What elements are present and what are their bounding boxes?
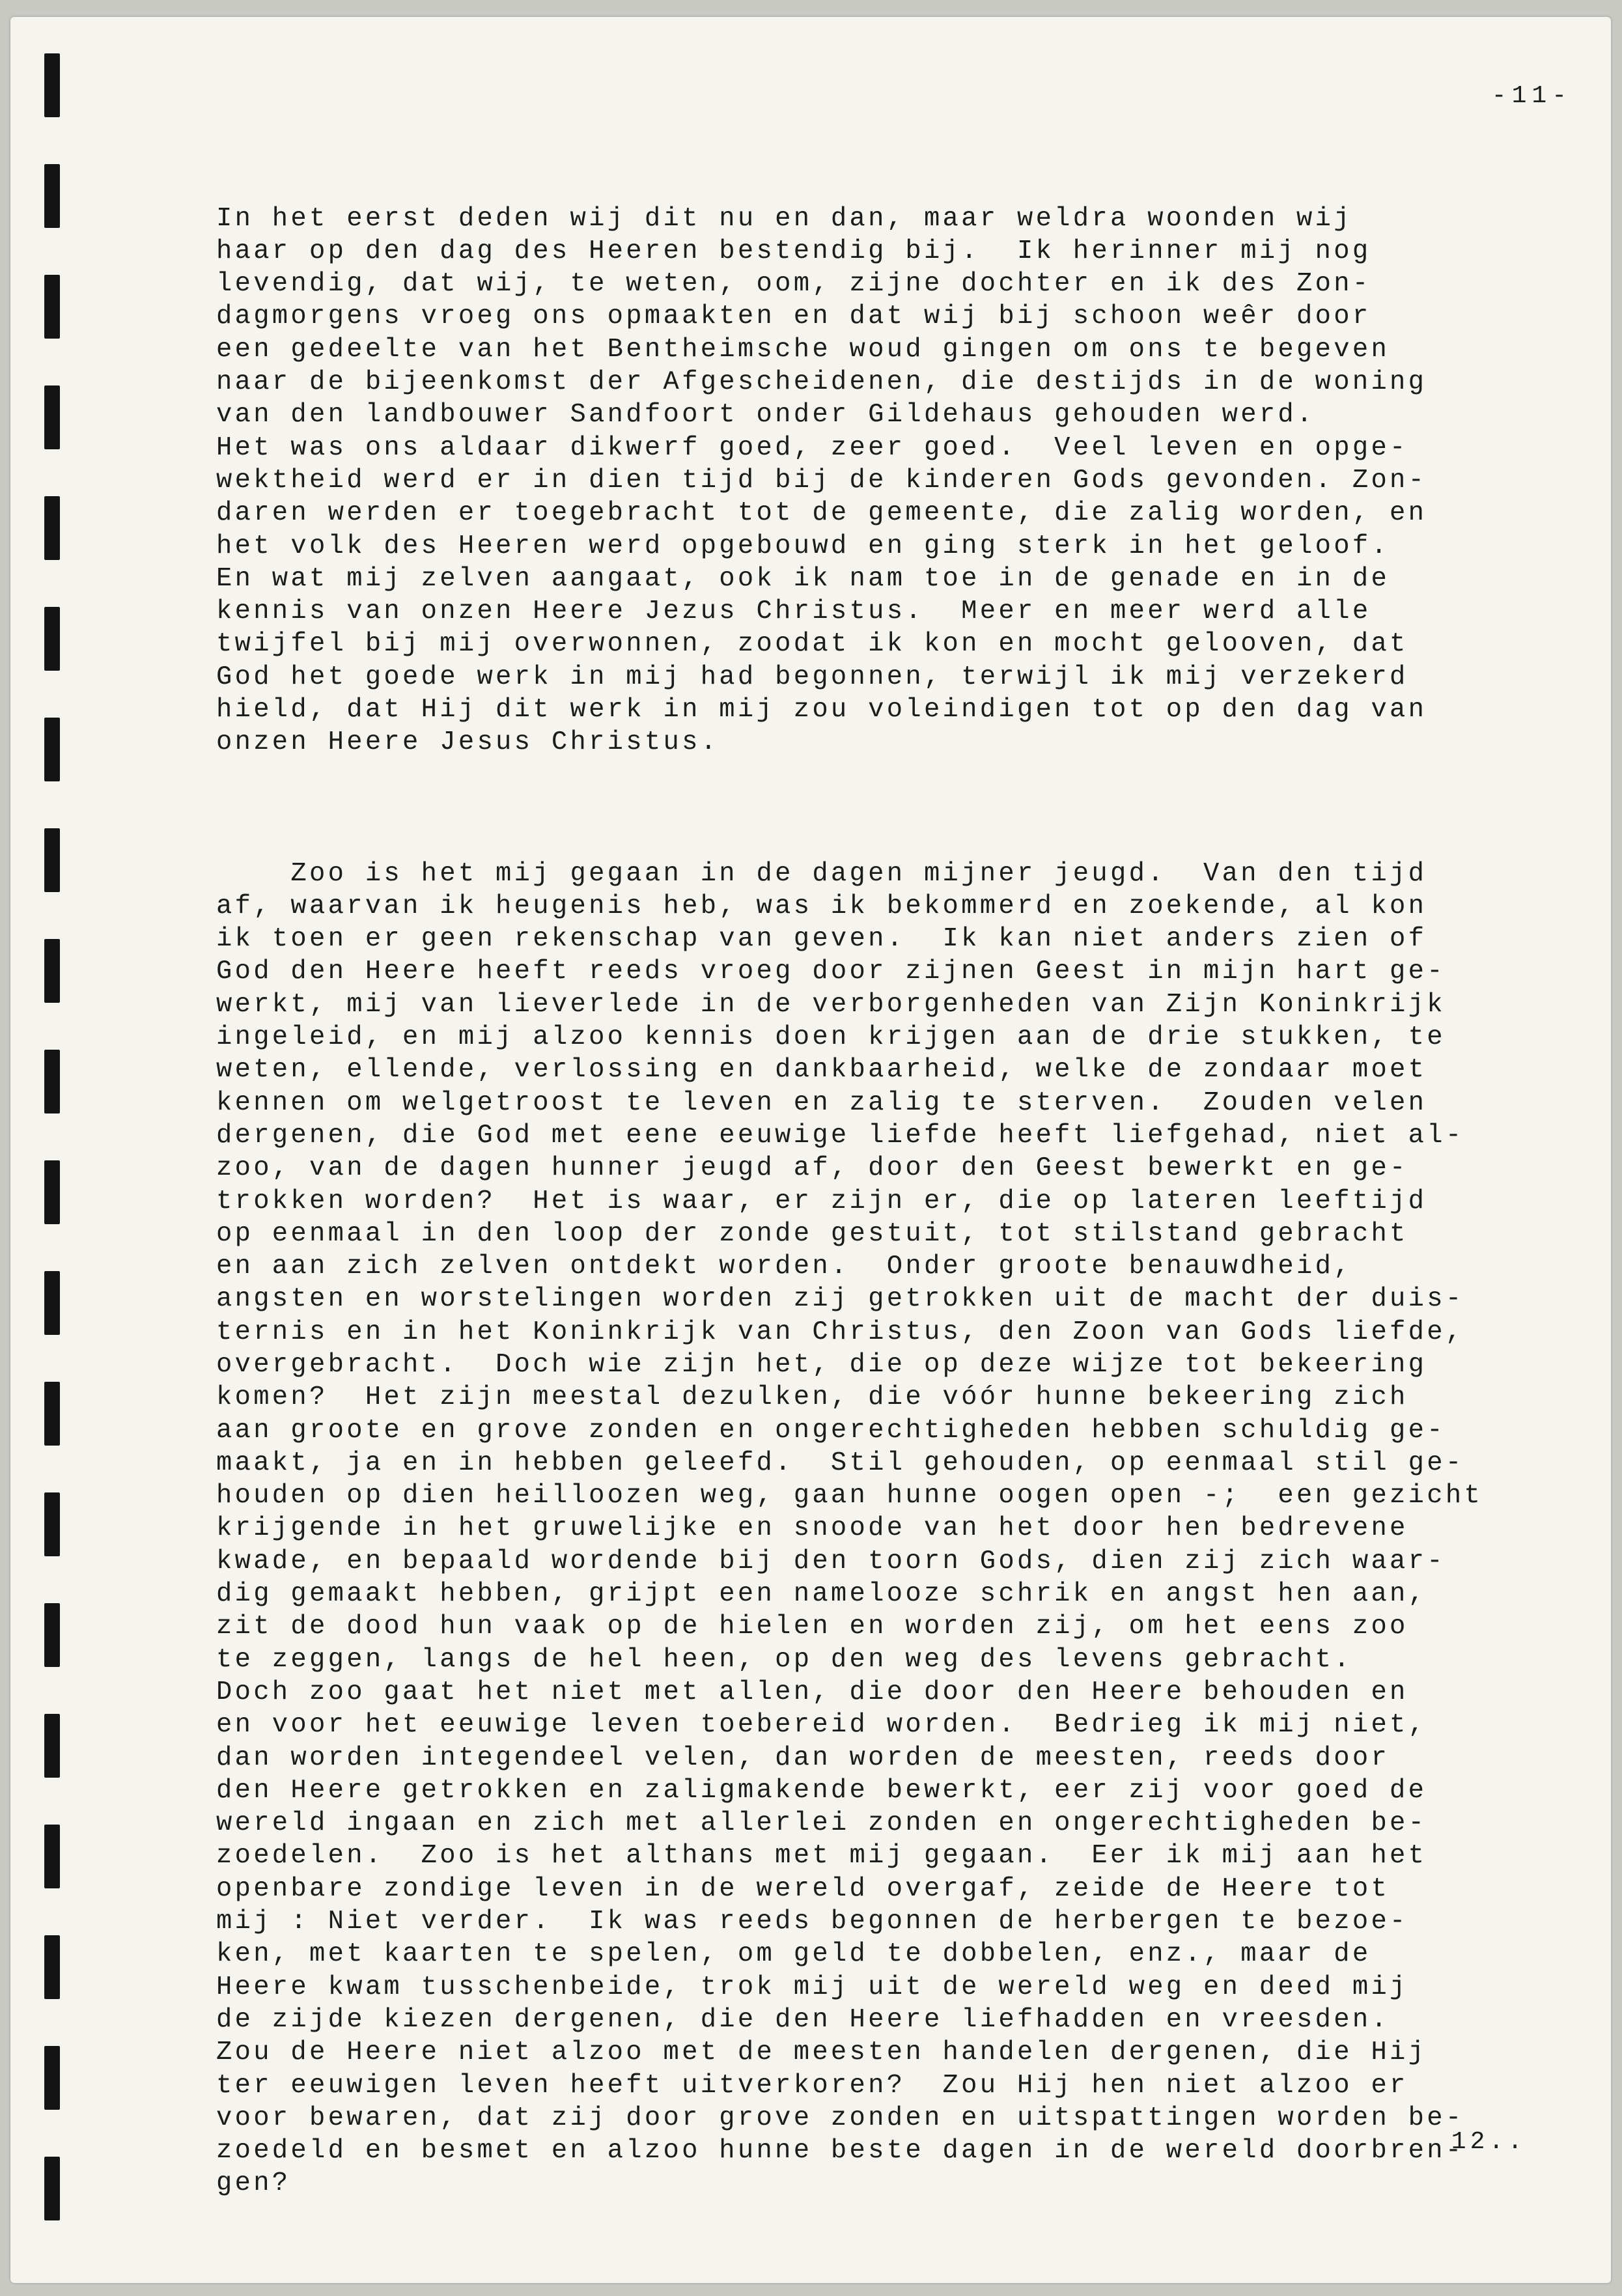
text-line: dan worden integendeel velen, dan worden de meesten, reeds door bbox=[216, 1743, 1390, 1773]
binding-hole bbox=[44, 1825, 60, 1888]
text-line: Heere kwam tusschenbeide, trok mij uit de wereld weg en deed mij bbox=[216, 1972, 1408, 2002]
text-line: Het was ons aldaar dikwerf goed, zeer goed. Veel leven en opge- bbox=[216, 432, 1408, 463]
text-line: aan groote en grove zonden en ongerechtigheden hebben schuldig ge- bbox=[216, 1415, 1446, 1446]
text-line: wereld ingaan en zich met allerlei zonden en ongerechtigheden be- bbox=[216, 1808, 1427, 1839]
paragraph bbox=[216, 858, 1597, 2200]
binding-hole bbox=[44, 496, 60, 560]
text-line: zit de dood hun vaak op de hielen en worden zij, om het eens zoo bbox=[216, 1612, 1408, 1642]
text-line: angsten en worstelingen worden zij getrokken uit de macht der duis- bbox=[216, 1284, 1464, 1315]
text-line: maakt, ja en in hebben geleefd. Stil gehouden, op eenmaal stil ge- bbox=[216, 1448, 1464, 1478]
binding-hole bbox=[44, 2157, 60, 2220]
binding-hole bbox=[44, 1603, 60, 1667]
text-line: God den Heere heeft reeds vroeg door zijnen Geest in mijn hart ge- bbox=[216, 957, 1446, 987]
binding-hole bbox=[44, 1382, 60, 1446]
text-line: daren werden er toegebracht tot de gemeente, die zalig worden, en bbox=[216, 498, 1427, 529]
text-line: trokken worden? Het is waar, er zijn er, die op lateren leeftijd bbox=[216, 1186, 1427, 1216]
binding-hole bbox=[44, 2046, 60, 2110]
text-line: werkt, mij van lieverlede in de verborgenheden van Zijn Koninkrijk bbox=[216, 989, 1446, 1020]
text-line: Doch zoo gaat het niet met allen, die door den Heere behouden en bbox=[216, 1677, 1408, 1707]
text-line: dig gemaakt hebben, grijpt een namelooze schrik en angst hen aan, bbox=[216, 1579, 1427, 1610]
text-line: op eenmaal in den loop der zonde gestuit, tot stilstand gebracht bbox=[216, 1218, 1408, 1249]
text-line: ingeleid, en mij alzoo kennis doen krijgen aan de drie stukken, te bbox=[216, 1022, 1446, 1053]
text-line: ternis en in het Koninkrijk van Christus, den Zoon van Gods liefde, bbox=[216, 1317, 1464, 1347]
binding-hole bbox=[44, 1935, 60, 1999]
text-line: naar de bijeenkomst der Afgescheidenen, die destijds in de woning bbox=[216, 367, 1427, 398]
text-line: gen? bbox=[216, 2168, 291, 2199]
text-line: Zoo is het mij gegaan in de dagen mijner jeugd. Van den tijd bbox=[216, 858, 1427, 889]
paragraph bbox=[216, 203, 1597, 759]
binding-hole bbox=[44, 1714, 60, 1778]
text-line: zoo, van de dagen hunner jeugd af, door den Geest bewerkt en ge- bbox=[216, 1153, 1408, 1184]
text-line: hield, dat Hij dit werk in mij zou voleindigen tot op den dag van bbox=[216, 695, 1427, 725]
text-line: kennis van onzen Heere Jezus Christus. Meer en meer werd alle bbox=[216, 596, 1371, 627]
binding-hole bbox=[44, 385, 60, 449]
text-line: twijfel bij mij overwonnen, zoodat ik kon en mocht gelooven, dat bbox=[216, 629, 1408, 660]
binding-hole bbox=[44, 275, 60, 339]
text-line: dagmorgens vroeg ons opmaakten en dat wij bij schoon weêr door bbox=[216, 301, 1371, 332]
binding-hole bbox=[44, 164, 60, 228]
binding-hole bbox=[44, 1160, 60, 1224]
text-line: kennen om welgetroost te leven en zalig te sterven. Zouden velen bbox=[216, 1087, 1427, 1118]
binding-hole bbox=[44, 53, 60, 117]
text-line: In het eerst deden wij dit nu en dan, maar weldra woonden wij bbox=[216, 203, 1352, 234]
text-line: onzen Heere Jesus Christus. bbox=[216, 727, 720, 758]
text-line: van den landbouwer Sandfoort onder Gildehaus gehouden werd. bbox=[216, 400, 1315, 430]
body-text bbox=[216, 137, 1597, 2265]
text-line: voor bewaren, dat zij door grove zonden en uitspattingen worden be- bbox=[216, 2103, 1464, 2133]
text-line: komen? Het zijn meestal dezulken, die vóór hunne bekeering zich bbox=[216, 1382, 1408, 1413]
next-page-indicator: 12.. bbox=[1451, 2128, 1526, 2156]
typewritten-page bbox=[10, 17, 1611, 2283]
text-line: ken, met kaarten te spelen, om geld te dobbelen, enz., maar de bbox=[216, 1939, 1371, 1970]
text-line: openbare zondige leven in de wereld overgaf, zeide de Heere tot bbox=[216, 1873, 1390, 1904]
binding-hole bbox=[44, 828, 60, 892]
text-line: het volk des Heeren werd opgebouwd en ging sterk in het geloof. bbox=[216, 531, 1390, 561]
binding-hole bbox=[44, 1492, 60, 1556]
text-line: wektheid werd er in dien tijd bij de kinderen Gods gevonden. Zon- bbox=[216, 465, 1427, 496]
text-line: zoedelen. Zoo is het althans met mij gegaan. Eer ik mij aan het bbox=[216, 1841, 1427, 1871]
text-line: overgebracht. Doch wie zijn het, die op deze wijze tot bekeering bbox=[216, 1349, 1427, 1380]
text-line: dergenen, die God met eene eeuwige liefde heeft liefgehad, niet al- bbox=[216, 1120, 1464, 1151]
text-line: ik toen er geen rekenschap van geven. Ik kan niet anders zien of bbox=[216, 924, 1427, 955]
text-line: en voor het eeuwige leven toebereid worden. Bedrieg ik mij niet, bbox=[216, 1710, 1427, 1741]
text-line: een gedeelte van het Bentheimsche woud gingen om ons te begeven bbox=[216, 334, 1390, 365]
text-line: en aan zich zelven ontdekt worden. Onder groote benauwdheid, bbox=[216, 1252, 1352, 1282]
binding-hole bbox=[44, 607, 60, 671]
text-line: krijgende in het gruwelijke en snoode van het door hen bedrevene bbox=[216, 1513, 1408, 1544]
text-line: te zeggen, langs de hel heen, op den weg des levens gebracht. bbox=[216, 1644, 1352, 1675]
text-line: mij : Niet verder. Ik was reeds begonnen de herbergen te bezoe- bbox=[216, 1907, 1408, 1937]
binding-hole bbox=[44, 939, 60, 1003]
binding-hole bbox=[44, 1050, 60, 1113]
text-line: af, waarvan ik heugenis heb, was ik bekommerd en zoekende, al kon bbox=[216, 891, 1427, 921]
text-line: En wat mij zelven aangaat, ook ik nam toe in de genade en in de bbox=[216, 563, 1390, 594]
page-number: -11- bbox=[1491, 82, 1572, 110]
text-line: de zijde kiezen dergenen, die den Heere liefhadden en vreesden. bbox=[216, 2004, 1390, 2035]
text-line: weten, ellende, verlossing en dankbaarheid, welke de zondaar moet bbox=[216, 1055, 1427, 1085]
punched-binding-holes bbox=[44, 17, 64, 2283]
binding-hole bbox=[44, 1271, 60, 1335]
binding-hole bbox=[44, 718, 60, 781]
text-line: ter eeuwigen leven heeft uitverkoren? Zou Hij hen niet alzoo er bbox=[216, 2070, 1408, 2101]
text-line: Zou de Heere niet alzoo met de meesten handelen dergenen, die Hij bbox=[216, 2037, 1427, 2068]
text-line: zoedeld en besmet en alzoo hunne beste dagen in de wereld doorbren- bbox=[216, 2136, 1464, 2166]
text-line: levendig, dat wij, te weten, oom, zijne dochter en ik des Zon- bbox=[216, 269, 1371, 300]
text-line: haar op den dag des Heeren bestendig bij. Ik herinner mij nog bbox=[216, 236, 1371, 266]
text-line: houden op dien heilloozen weg, gaan hunne oogen open -; een gezicht bbox=[216, 1481, 1483, 1511]
text-line: God het goede werk in mij had begonnen, terwijl ik mij verzekerd bbox=[216, 662, 1408, 692]
text-line: kwade, en bepaald wordende bij den toorn Gods, dien zij zich waar- bbox=[216, 1546, 1446, 1576]
text-line: den Heere getrokken en zaligmakende bewerkt, eer zij voor goed de bbox=[216, 1775, 1427, 1806]
